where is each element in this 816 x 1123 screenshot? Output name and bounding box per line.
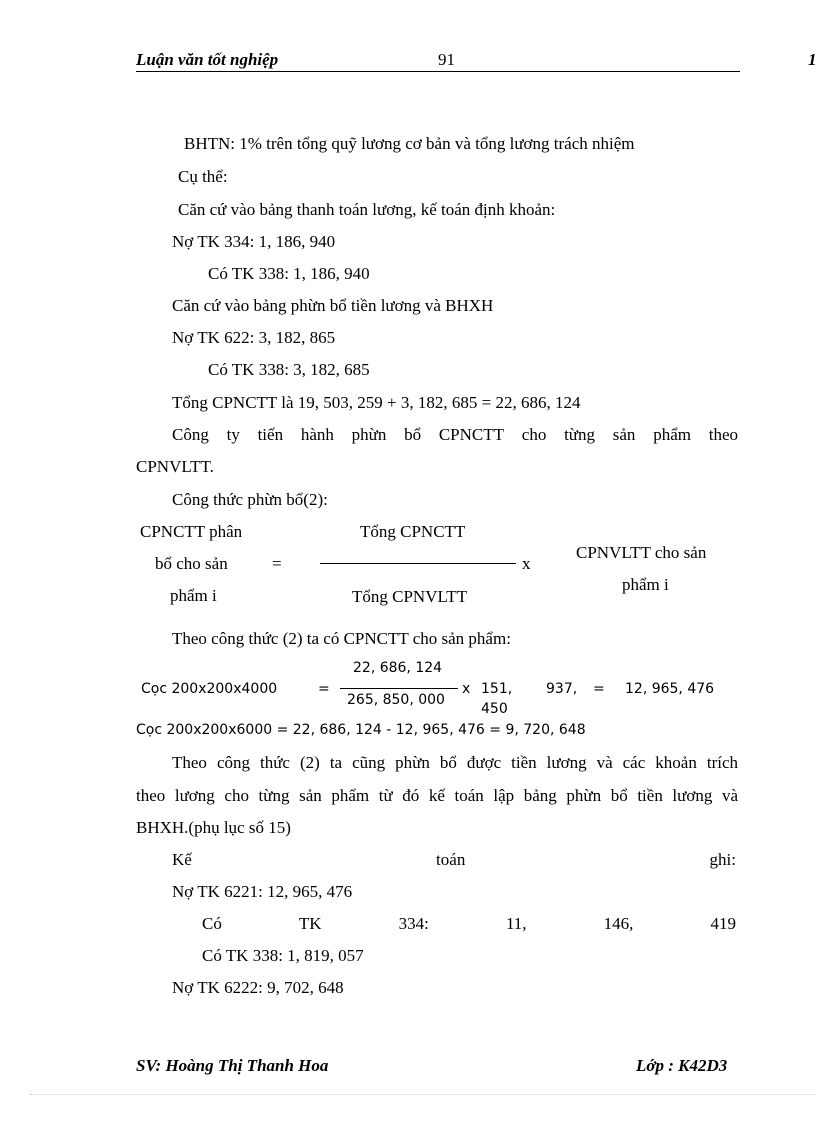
co334-token: Có [202,914,222,933]
entry-co-334 [202,914,736,934]
formula-left-l1: CPNCTT phân [140,522,243,541]
header-right-mark: 1 [808,50,816,69]
calc1-factor-a: 151, [481,681,513,697]
formula-denominator: Tổng CPNVLTT [352,587,468,606]
co334-token: 419 [710,914,736,933]
page-number: 91 [438,50,455,69]
calc1-numerator: 22, 686, 124 [353,660,443,676]
formula-left-l3: phẩm i [170,586,217,605]
para1-word: phẩm [653,425,691,444]
calc1-equals2: = [593,681,605,697]
can-cu-phan-bo-line: Căn cứ vào bảng phừn bổ tiền lương và BHXH [172,296,494,315]
entry-co-338-b: Có TK 338: 3, 182, 685 [208,360,370,379]
calc1-label: Cọc 200x200x4000 [141,681,278,697]
para1-word: Công [172,425,209,444]
ghi-word: Kế [172,850,192,869]
co334-token: 334: [398,914,429,933]
header-title: Luận văn tốt nghiệp [136,50,279,69]
para1-word: hành [300,425,334,444]
ghi-word: ghi: [709,850,736,869]
formula-fraction-bar [320,563,516,564]
calc1-denominator: 265, 850, 000 [347,692,445,708]
formula-equals: = [272,554,282,573]
para1-word: theo [708,425,738,444]
co334-token: 146, [603,914,634,933]
cu-the-line: Cụ thể: [178,167,228,186]
formula-right-l1: CPNVLTT cho sản [576,543,707,562]
calc2-line: Cọc 200x200x6000 = 22, 686, 124 - 12, 965, 476 = 9, 720, 648 [136,722,586,738]
para1-word: phừn [351,425,387,444]
tong-cpnctt-line: Tổng CPNCTT là 19, 503, 259 + 3, 182, 685 = 22, 686, 124 [172,393,581,412]
para2-line1: Theo công thức (2) ta cũng phừn bổ được tiền lương và các khoản trích [172,753,738,772]
calc1-fraction-bar [340,688,458,689]
ghi-word: toán [436,850,466,869]
para1-word: từng [564,425,596,444]
header-rule [136,71,740,72]
para1-word: sản [612,425,636,444]
formula-right-l2: phẩm i [622,575,669,594]
co334-token: TK [298,914,322,933]
calc1-times: x [462,681,471,697]
para1-word: cho [521,425,547,444]
para1-line2: CPNVLTT. [136,457,214,476]
entry-no-6222: Nợ TK 6222: 9, 702, 648 [172,978,344,997]
formula-intro: Công thức phừn bổ(2): [172,490,328,509]
can-cu-line: Căn cứ vào bảng thanh toán lương, kế toán định khoản: [178,200,556,219]
footer-student: SV: Hoàng Thị Thanh Hoa [136,1056,329,1075]
footer-class: Lớp : K42D3 [636,1056,728,1075]
ke-toan-ghi-line [172,850,736,870]
calc-intro: Theo công thức (2) ta có CPNCTT cho sản phẩm: [172,629,511,648]
calc1-equals: = [318,681,330,697]
para1-word: ty [226,425,240,444]
entry-no-334: Nợ TK 334: 1, 186, 940 [172,232,336,251]
para1-word: tiến [257,425,284,444]
formula-times: x [522,554,531,573]
calc1-mid: 937, [546,681,578,697]
calc1-factor-b: 450 [481,701,508,717]
entry-co-338-c: Có TK 338: 1, 819, 057 [202,946,364,965]
bhtn-line: BHTN: 1% trên tổng quỹ lương cơ bản và tổng lương trách nhiệm [184,134,635,153]
entry-no-622: Nợ TK 622: 3, 182, 865 [172,328,336,347]
entry-no-6221: Nợ TK 6221: 12, 965, 476 [172,882,353,901]
para1-word: CPNCTT [438,425,505,444]
page-bottom-divider [30,1094,816,1095]
formula-left-l2: bổ cho sản [155,554,228,573]
calc1-result: 12, 965, 476 [625,681,715,697]
formula-numerator: Tổng CPNCTT [360,522,466,541]
para2-line2: theo lương cho từng sản phẩm từ đó kế toán lập bảng phừn bổ tiền lương và [136,786,738,805]
para1-word: bổ [404,425,422,444]
co334-token: 11, [505,914,527,933]
para1-line1 [172,425,738,445]
para2-line3: BHXH.(phụ lục số 15) [136,818,291,837]
entry-co-338-a: Có TK 338: 1, 186, 940 [208,264,370,283]
